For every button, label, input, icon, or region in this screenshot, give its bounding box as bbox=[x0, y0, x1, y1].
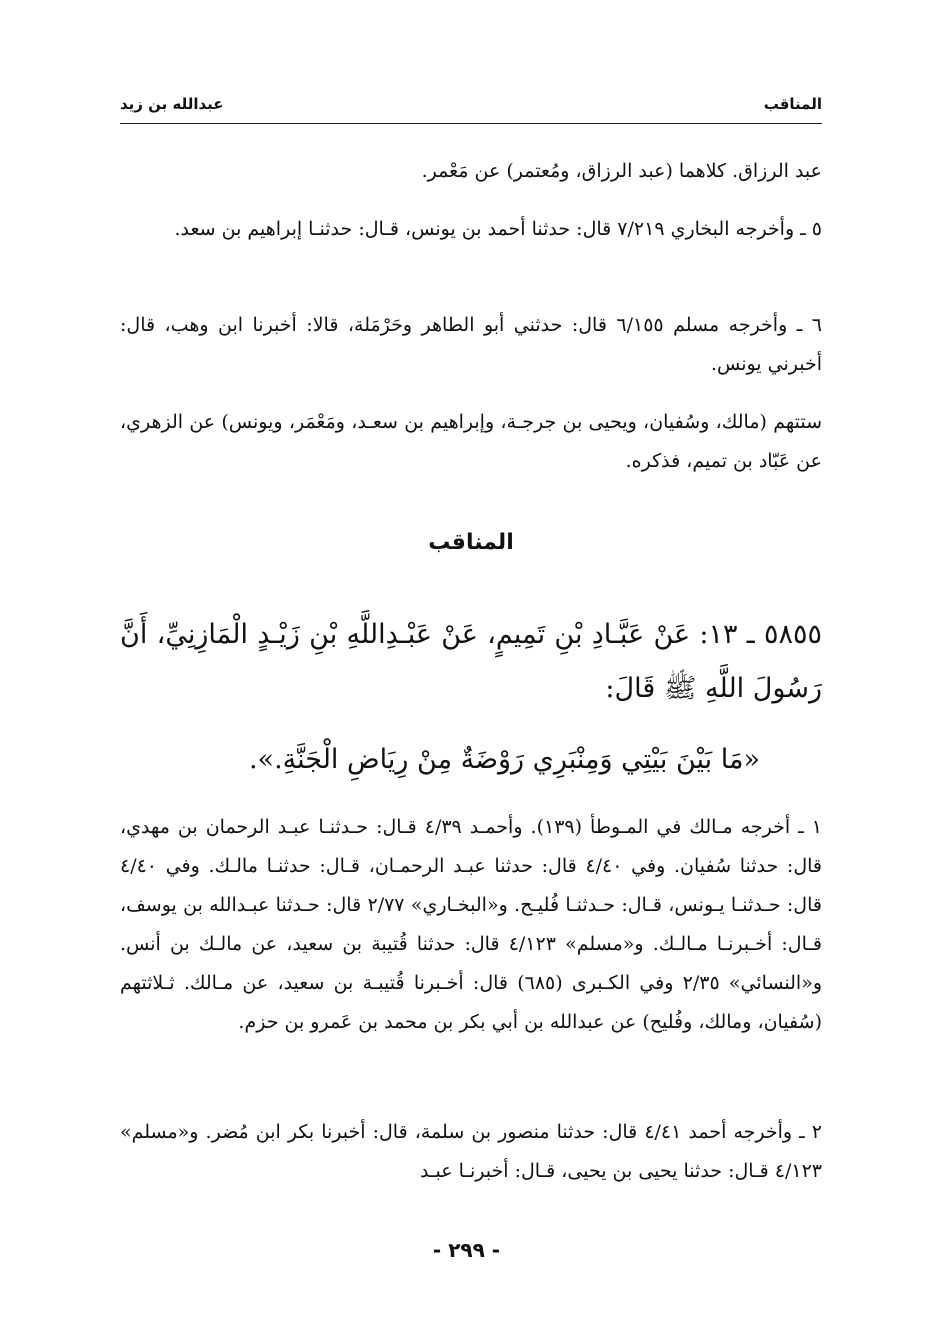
running-header bbox=[120, 95, 822, 124]
paragraph-takhrij-5: ٥ ـ وأخرجه البخاري ٧/٢١٩ قال: حدثنا أحمد بن يونس، قـال: حدثنـا إبراهيم بن سعد. bbox=[174, 218, 822, 240]
paragraph-takhrij-1: ١ ـ أخرجه مـالك في المـوطأ (١٣٩). وأحمـد ٤/٣٩ قـال: حـدثنـا عبـد الرحمان بن مهدي، قال: حدثنا سُفيان. وفي ٤/٤٠ قال: حدثنا عبـد الرحمـان، قـال: حدثنـا مالـك. وفي ٤/٤٠ قال: حـدثنـا يـونس، قـال: حـدثنـا فُليـح. و«البخـاري» ٢/٧٧ قال: حـدثنا عبـدالله بن يوسف، قـال: أخـبرنـا مـالـك. و«مسلم» ٤/١٢٣ قال: حدثنا قُتيبة بن سعيد، عن مالـك بن أنس. و«النسائي» ٢/٣٥ وفي الكـبرى (٦٨٥) قال: أخـبرنا قُتيبـة بن سعيد، عن مـالك. ثـلاثتهم (سُفيان، ومالك، وفُليح) عن عبدالله بن أبي بكر بن محمد بن عَمرو بن حزم. bbox=[120, 816, 823, 1033]
header-section-title: المناقب bbox=[758, 95, 822, 113]
header-chapter-title: عبدالله بن زيد bbox=[120, 95, 230, 113]
paragraph-takhrij-6: ٦ ـ وأخرجه مسلم ٦/١٥٥ قال: حدثني أبو الطاهر وحَرْمَلة، قالا: أخبرنا ابن وهب، قال: أخبرني يونس. bbox=[120, 314, 822, 375]
hadith-text: ٥٨٥٥ ـ ١٣: عَنْ عَبَّـادِ بْنِ تَمِيمٍ، عَنْ عَبْـدِاللَّهِ بْنِ زَيْـدٍ الْمَازِنِيِّ، أَنَّ رَسُولَ اللَّهِ ﷺ قَالَ: bbox=[120, 619, 822, 704]
section-heading: المناقب bbox=[428, 530, 514, 555]
hadith-quote: «مَا بَيْنَ بَيْتِي وَمِنْبَرِي رَوْضَةٌ مِنْ رِيَاضِ الْجَنَّةِ.». bbox=[248, 744, 760, 775]
paragraph-summary: ستتهم (مالك، وسُفيان، ويحيى بن جرجـة، وإبراهيم بن سعـد، ومَعْمَر، ويونس) عن الزهري، عن عَبّاد بن تميم، فذكره. bbox=[120, 411, 822, 472]
paragraph-takhrij-2: ٢ ـ وأخرجه أحمد ٤/٤١ قال: حدثنا منصور بن سلمة، قال: أخبرنا بكر ابن مُضر. و«مسلم» ٤/١٢٣ قـال: حدثنا يحيى بن يحيى، قـال: أخبرنـا عبـد bbox=[120, 1121, 822, 1182]
page-number: - ٢٩٩ - bbox=[432, 1238, 501, 1262]
paragraph-continuation: عبد الرزاق. كلاهما (عبد الرزاق، ومُعتمر) عن مَعْمر. bbox=[421, 160, 822, 182]
